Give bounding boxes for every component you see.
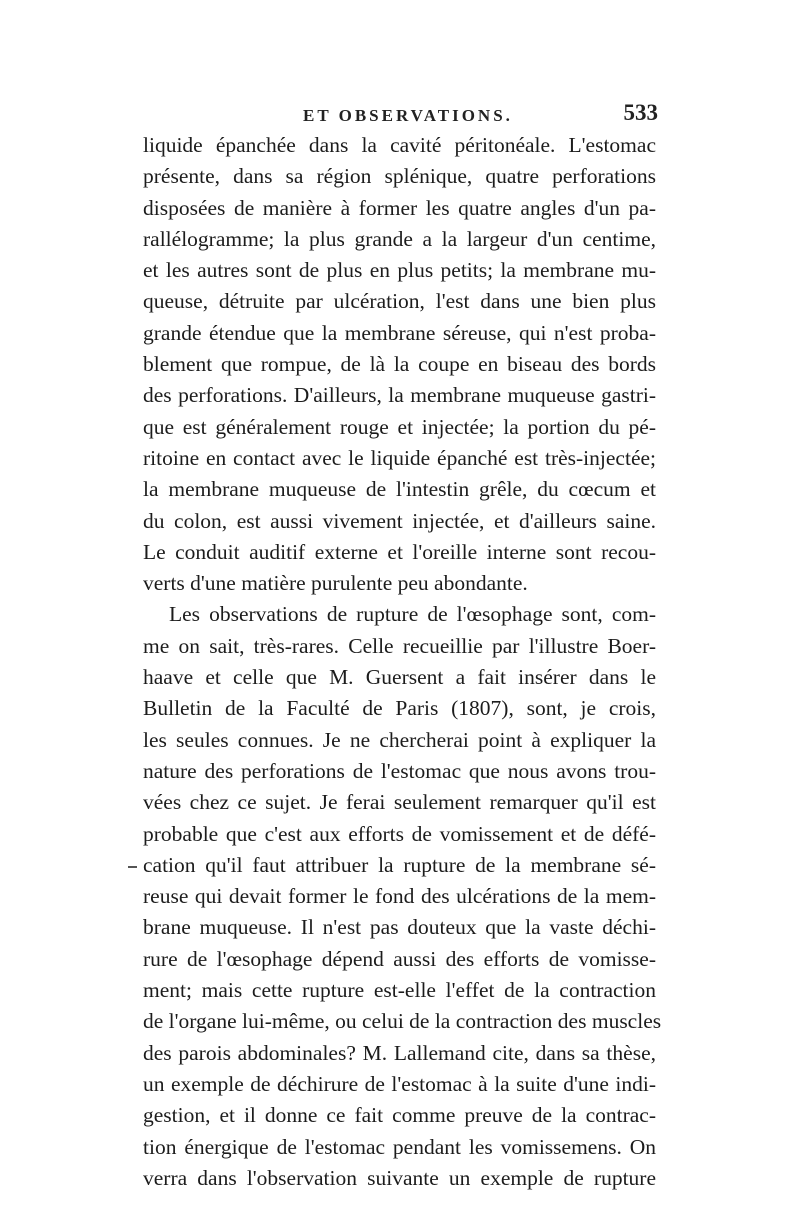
text-line: haave et celle que M. Guersent a fait insérer dans le	[143, 665, 656, 690]
text-line: ment; mais cette rupture est-elle l'effet de la contraction	[143, 978, 656, 1003]
text-line: des perforations. D'ailleurs, la membrane muqueuse gastri-	[143, 383, 656, 408]
text-line: Le conduit auditif externe et l'oreille interne sont recou-	[143, 539, 656, 564]
page-number: 533	[623, 100, 658, 125]
text-line: nature des perforations de l'estomac que nous avons trou-	[143, 758, 656, 783]
text-line: un exemple de déchirure de l'estomac à la suite d'une indi-	[143, 1071, 656, 1096]
text-line: liquide épanchée dans la cavité péritonéale. L'estomac	[143, 133, 656, 157]
text-line: Les observations de rupture de l'œsophage sont, com-	[169, 602, 656, 627]
text-line: du colon, est aussi vivement injectée, et d'ailleurs saine.	[143, 508, 656, 533]
text-line: reuse qui devait former le fond des ulcérations de la mem-	[143, 884, 656, 909]
text-line: blement que rompue, de là la coupe en biseau des bords	[143, 352, 656, 377]
text-line: les seules connues. Je ne chercherai point à expliquer la	[143, 727, 656, 752]
text-line: disposées de manière à former les quatre angles d'un pa-	[143, 195, 656, 220]
text-line: ritoine en contact avec le liquide épanché est très-injectée;	[143, 445, 656, 470]
body-text	[143, 130, 662, 1194]
text-line: présente, dans sa région splénique, quatre perforations	[143, 164, 656, 189]
running-title: ET OBSERVATIONS.	[303, 106, 513, 125]
text-line: des parois abdominales? M. Lallemand cite, dans sa thèse,	[143, 1040, 656, 1065]
text-line: cation qu'il faut attribuer la rupture de la membrane sé-	[143, 852, 656, 877]
text-line: me on sait, très-rares. Celle recueillie par l'illustre Boer-	[143, 633, 656, 658]
running-head	[143, 100, 658, 130]
text-line: verra dans l'observation suivante un exemple de rupture	[143, 1165, 656, 1190]
text-line: grande étendue que la membrane séreuse, qui n'est proba-	[143, 320, 656, 345]
text-line: verts d'une matière purulente peu abondante.	[143, 571, 528, 596]
text-line: gestion, et il donne ce fait comme preuve de la contrac-	[143, 1103, 656, 1128]
text-line: de l'organe lui-même, ou celui de la contraction des muscles	[143, 1009, 662, 1034]
text-line: la membrane muqueuse de l'intestin grêle, du cœcum et	[143, 477, 656, 502]
text-line: que est généralement rouge et injectée; la portion du pé-	[143, 414, 656, 439]
text-line: rallélogramme; la plus grande a la largeur d'un centime,	[143, 226, 656, 251]
text-line: et les autres sont de plus en plus petits; la membrane mu-	[143, 258, 656, 283]
text-line: rure de l'œsophage dépend aussi des efforts de vomisse-	[143, 946, 656, 971]
text-line: brane muqueuse. Il n'est pas douteux que la vaste déchi-	[143, 915, 656, 940]
text-line: tion énergique de l'estomac pendant les vomissemens. On	[143, 1134, 656, 1159]
text-line: vées chez ce sujet. Je ferai seulement remarquer qu'il est	[143, 790, 656, 815]
margin-dash-mark	[128, 866, 137, 868]
text-line: Bulletin de la Faculté de Paris (1807), sont, je crois,	[143, 696, 656, 721]
text-line: probable que c'est aux efforts de vomissement et de défé-	[143, 821, 656, 846]
text-line: queuse, détruite par ulcération, l'est dans une bien plus	[143, 289, 656, 314]
